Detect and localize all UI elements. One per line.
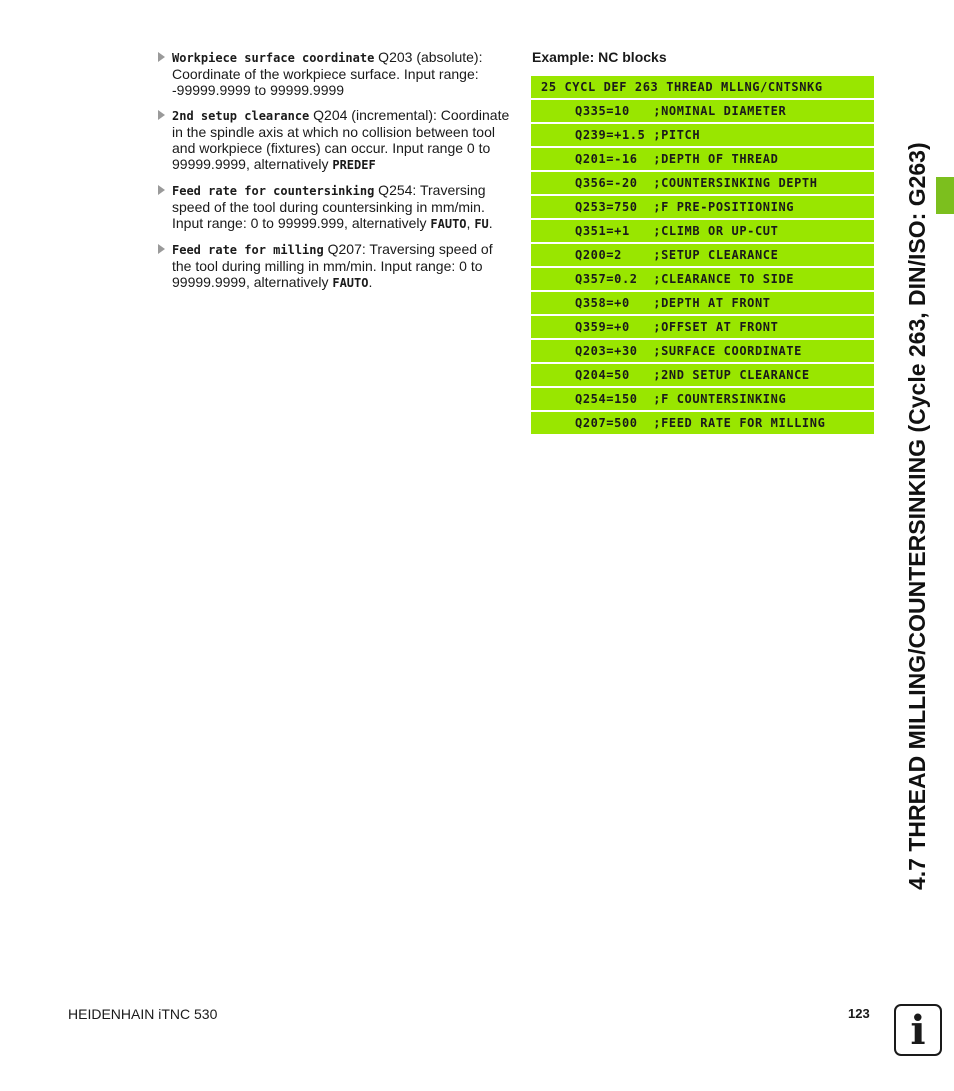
chapter-side-title: 4.7 THREAD MILLING/COUNTERSINKING (Cycle 263, DIN/ISO: G263) — [904, 142, 930, 890]
nc-block-row: Q359=+0 ;OFFSET AT FRONT — [531, 316, 874, 338]
param-text: Q204 (incremental): Coordinate in the spindle axis at which no collision between tool and workpiece (fixtures) can occur. Input range 0 to 99999.9999, alternatively — [172, 107, 510, 172]
param-label: Workpiece surface coordinate — [172, 51, 375, 65]
nc-block-row: Q357=0.2 ;CLEARANCE TO SIDE — [531, 268, 874, 290]
param-text: Q207: Traversing speed of the tool during milling in mm/min. Input range: 0 to 99999.9999, alternatively — [172, 241, 493, 290]
nc-block-row: Q351=+1 ;CLIMB OR UP-CUT — [531, 220, 874, 242]
param-end: . — [488, 215, 493, 231]
param-alt-value-2: FU — [474, 217, 489, 231]
param-feed-rate-milling — [158, 241, 514, 291]
triangle-bullet-icon — [158, 52, 165, 62]
nc-block-row: Q201=-16 ;DEPTH OF THREAD — [531, 148, 874, 170]
param-label: Feed rate for countersinking — [172, 184, 375, 198]
param-feed-rate-countersinking — [158, 182, 514, 232]
param-alt-value: FAUTO — [430, 217, 467, 231]
parameter-list — [158, 49, 514, 300]
nc-block-row: Q253=750 ;F PRE-POSITIONING — [531, 196, 874, 218]
page-number: 123 — [848, 1006, 870, 1021]
nc-block-list — [531, 76, 874, 436]
example-title: Example: NC blocks — [532, 49, 667, 65]
param-alt-value: PREDEF — [332, 158, 376, 172]
nc-block-row: 25 CYCL DEF 263 THREAD MLLNG/CNTSNKG — [531, 76, 874, 98]
footer-product-name: HEIDENHAIN iTNC 530 — [68, 1006, 218, 1022]
info-icon: i — [894, 1004, 942, 1056]
param-text: Q203 (absolute): Coordinate of the workpiece surface. Input range: -99999.9999 to 99999.9999 — [172, 49, 483, 98]
nc-block-row: Q358=+0 ;DEPTH AT FRONT — [531, 292, 874, 314]
triangle-bullet-icon — [158, 185, 165, 195]
param-label: Feed rate for milling — [172, 243, 324, 257]
nc-block-row: Q207=500 ;FEED RATE FOR MILLING — [531, 412, 874, 434]
param-2nd-setup-clearance — [158, 107, 514, 173]
chapter-tab-marker — [936, 177, 954, 214]
nc-block-row: Q204=50 ;2ND SETUP CLEARANCE — [531, 364, 874, 386]
triangle-bullet-icon — [158, 244, 165, 254]
triangle-bullet-icon — [158, 110, 165, 120]
nc-block-row: Q254=150 ;F COUNTERSINKING — [531, 388, 874, 410]
param-label: 2nd setup clearance — [172, 109, 310, 123]
param-separator: , — [466, 215, 475, 231]
param-text: Q254: Traversing speed of the tool during countersinking in mm/min. Input range: 0 to 99999.999, alternatively — [172, 182, 486, 231]
nc-block-row: Q239=+1.5 ;PITCH — [531, 124, 874, 146]
nc-block-row: Q356=-20 ;COUNTERSINKING DEPTH — [531, 172, 874, 194]
nc-block-row: Q203=+30 ;SURFACE COORDINATE — [531, 340, 874, 362]
param-alt-value: FAUTO — [332, 276, 369, 290]
param-end: . — [368, 274, 373, 290]
nc-block-row: Q200=2 ;SETUP CLEARANCE — [531, 244, 874, 266]
nc-block-row: Q335=10 ;NOMINAL DIAMETER — [531, 100, 874, 122]
param-workpiece-surface-coordinate — [158, 49, 514, 98]
